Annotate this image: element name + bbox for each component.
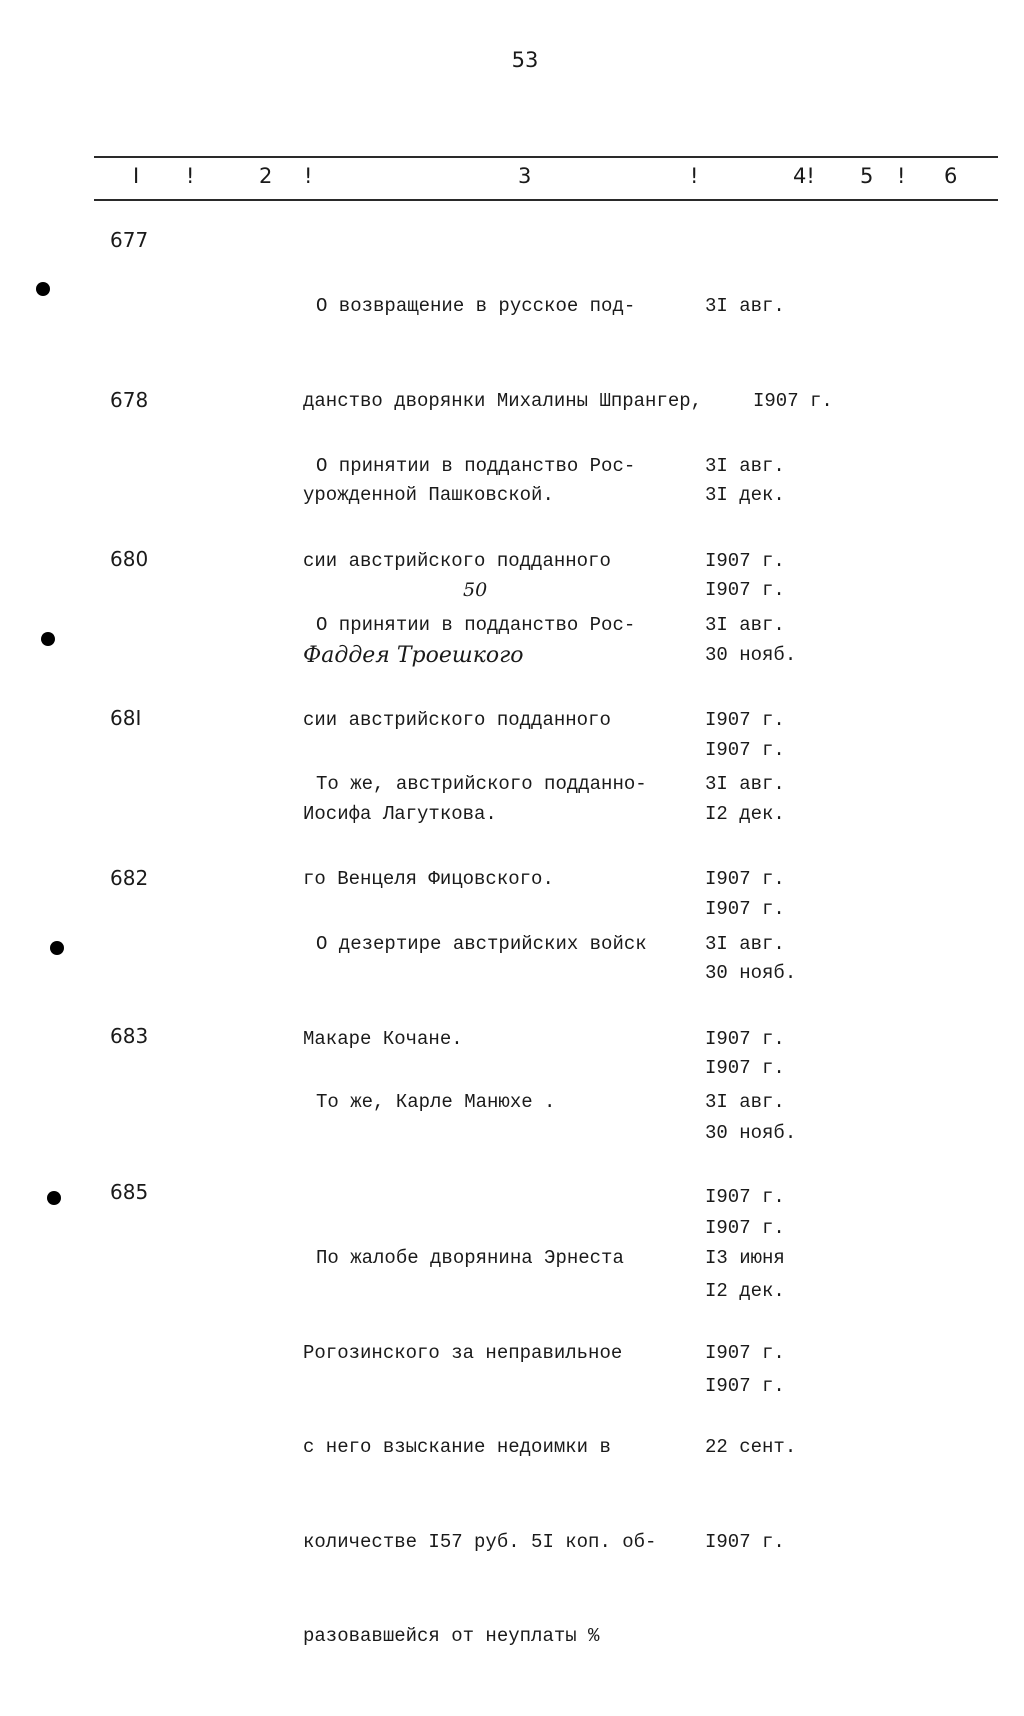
- date-line: I907 г.: [705, 1341, 785, 1364]
- date-line: I907 г.: [705, 1374, 785, 1397]
- date-line: I2 дек.: [705, 1280, 785, 1302]
- date-line: I907 г.: [705, 578, 785, 601]
- title-line: Макаре Кочане.: [303, 1027, 463, 1050]
- column-header-2: 2: [259, 164, 273, 188]
- title-line: То же, австрийского подданно-: [316, 773, 647, 795]
- handwritten-note: Фаддея Троешкого: [303, 643, 524, 668]
- title-line: с него взыскание недоимки в: [303, 1436, 611, 1458]
- date-line: 3I авг.: [705, 295, 785, 317]
- date-line: 3I авг.: [705, 455, 785, 477]
- date-line: 3I дек.: [705, 484, 785, 506]
- date-line: 3I авг.: [705, 1091, 785, 1113]
- date-line: I907 г.: [705, 708, 785, 731]
- title-line: го Венцеля Фицовского.: [303, 867, 554, 890]
- date-line: I907 г.: [705, 897, 785, 920]
- date-line: I907 г.: [705, 1530, 785, 1553]
- title-line: данство дворянки Михалины Шпрангер,: [303, 389, 703, 412]
- date-line: I907 г.: [705, 1185, 785, 1208]
- column-header-4: 4!: [793, 164, 815, 188]
- row-number: 682: [110, 866, 149, 890]
- row-number: 683: [110, 1024, 149, 1048]
- title-line: О принятии в подданство Рос-: [316, 455, 636, 477]
- column-separator: !: [690, 164, 699, 188]
- column-separator: !: [897, 164, 906, 188]
- title-line: Иосифа Лагуткова.: [303, 803, 497, 825]
- punch-hole-icon: [50, 941, 64, 955]
- date-line: I907 г.: [705, 549, 785, 572]
- title-line: сии австрийского подданного: [303, 549, 611, 572]
- title-line: разовавшейся от неуплаты %: [303, 1625, 600, 1647]
- title-line: То же, Карле Манюхе .: [316, 1091, 556, 1113]
- date-line: I3 июня: [705, 1247, 785, 1269]
- title-line: О возвращение в русское под-: [316, 295, 636, 317]
- punch-hole-icon: [36, 282, 50, 296]
- column-separator: !: [304, 164, 313, 188]
- date-line: I907 г.: [753, 389, 833, 412]
- date-line: 30 нояб.: [705, 644, 797, 666]
- handwritten-note: 50: [463, 578, 488, 601]
- title-line: количестве I57 руб. 5I коп. об-: [303, 1530, 657, 1553]
- row-title: [303, 1180, 703, 1716]
- column-separator: !: [186, 164, 195, 188]
- date-line: 30 нояб.: [705, 1122, 797, 1144]
- column-header-5: 5: [860, 164, 874, 188]
- date-line: I907 г.: [705, 867, 785, 890]
- date-line: 22 сент.: [705, 1436, 797, 1458]
- title-line: О дезертире австрийских войск: [316, 933, 647, 955]
- row-number: 677: [110, 228, 149, 252]
- row-title: [303, 1024, 703, 1182]
- date-line: I2 дек.: [705, 803, 785, 825]
- date-line: 3I авг.: [705, 933, 785, 955]
- punch-hole-icon: [41, 632, 55, 646]
- row-number: 68I: [110, 706, 142, 730]
- date-line: 3I авг.: [705, 614, 785, 636]
- row-number: 678: [110, 388, 149, 412]
- title-line: Рогозинского за неправильное: [303, 1341, 623, 1364]
- date-line: 30 нояб.: [705, 962, 797, 984]
- title-line: О принятии в подданство Рос-: [316, 614, 636, 636]
- column-header-3: 3: [518, 164, 532, 188]
- column-header-6: 6: [944, 164, 958, 188]
- title-line: сии австрийского подданного: [303, 708, 611, 731]
- date-line: 3I авг.: [705, 773, 785, 795]
- date-line: I907 г.: [705, 1216, 785, 1239]
- row-number: 685: [110, 1180, 149, 1204]
- title-line: По жалобе дворянина Эрнеста: [316, 1247, 624, 1269]
- row-dates: [705, 1180, 796, 1621]
- punch-hole-icon: [47, 1191, 61, 1205]
- date-line: I907 г.: [705, 1056, 785, 1079]
- date-line: I907 г.: [705, 738, 785, 761]
- header-rule-top: [94, 156, 998, 158]
- row-number: 680: [110, 547, 149, 571]
- header-rule-bottom: [94, 199, 998, 201]
- date-line: I907 г.: [705, 1027, 785, 1050]
- page-number: 53: [511, 48, 539, 72]
- column-header-1: I: [133, 164, 140, 188]
- title-line: урожденной Пашковской.: [303, 484, 554, 506]
